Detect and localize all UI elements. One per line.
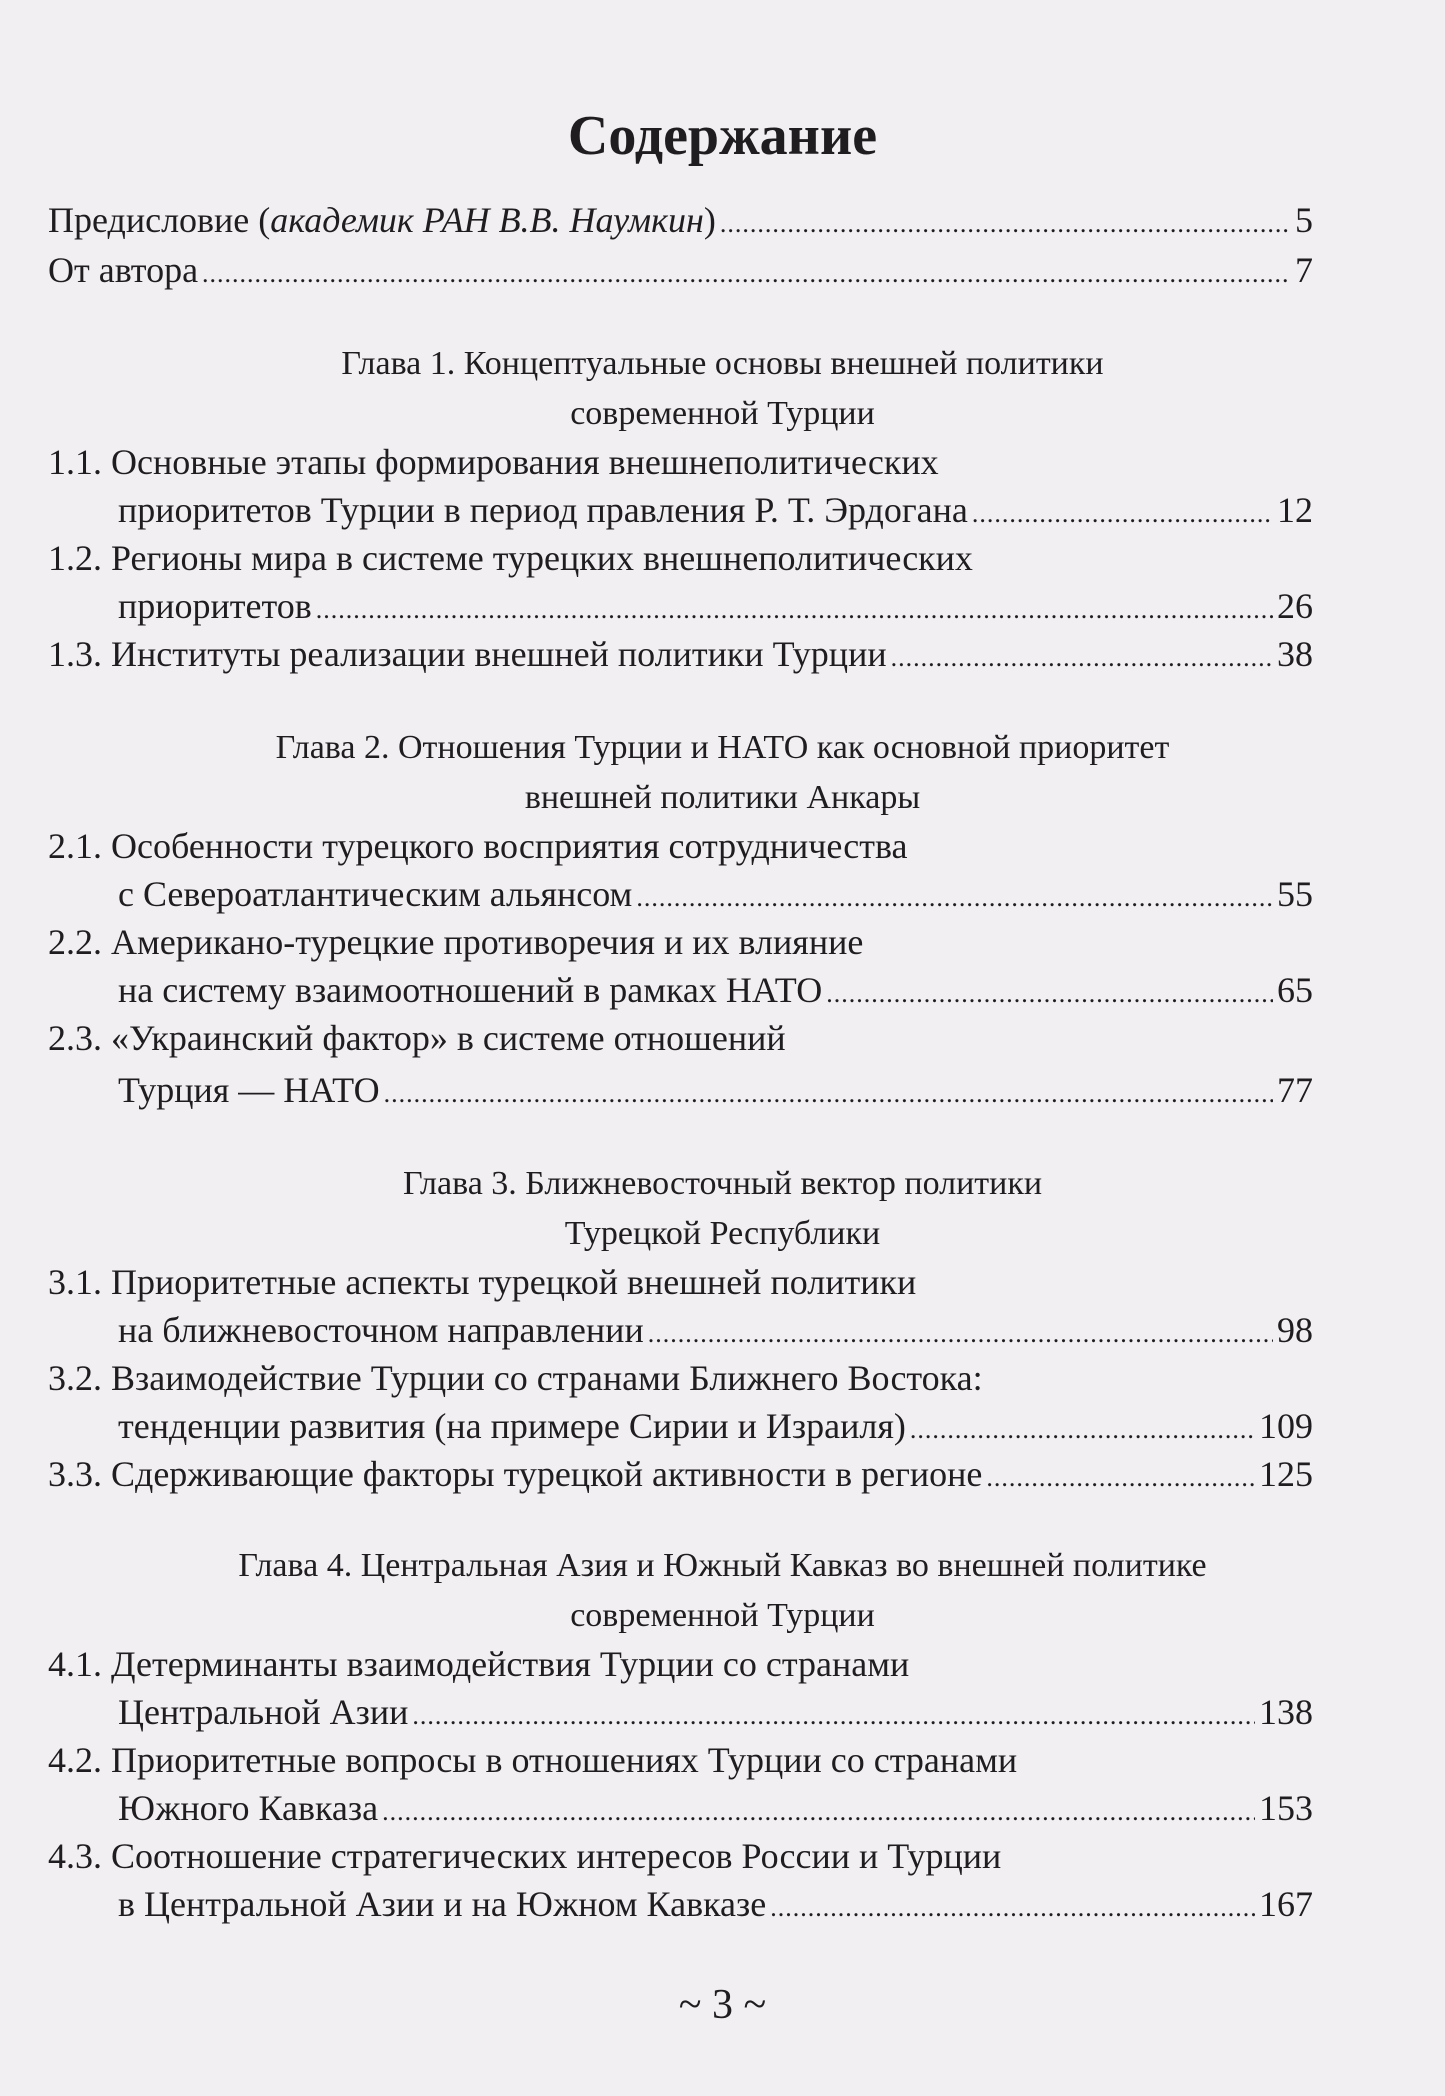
leader-dots	[316, 586, 1273, 634]
toc-entry-label: Предисловие (	[48, 200, 271, 240]
toc-section[interactable]	[118, 1066, 1313, 1118]
toc-entry-label: От автора	[48, 250, 199, 290]
page-number: 138	[1259, 1692, 1313, 1732]
toc-entry-from-author[interactable]	[48, 246, 1313, 298]
leader-dots	[770, 1884, 1255, 1932]
toc-section-label: Центральной Азии	[118, 1692, 409, 1732]
leader-dots	[636, 874, 1273, 922]
toc-entry-preface[interactable]: Предисловие (академик РАН В.В. Наумкин) ..... 5	[48, 196, 1313, 248]
leader-dots	[412, 1692, 1255, 1740]
toc-section-line[interactable]: 3.1. Приоритетные аспекты турецкой внешней политики	[48, 1262, 917, 1302]
toc-section[interactable]	[48, 630, 1313, 682]
page-number: 167	[1259, 1884, 1313, 1924]
toc-section-label: 1.3. Институты реализации внешней политики Турции	[48, 634, 887, 674]
page-number: 65	[1277, 970, 1313, 1010]
toc-section[interactable]	[118, 486, 1313, 538]
toc-section-line[interactable]: 4.2. Приоритетные вопросы в отношениях Турции со странами	[48, 1740, 1018, 1780]
toc-section[interactable]	[118, 1688, 1313, 1740]
toc-section-label: на ближневосточном направлении	[118, 1310, 644, 1350]
leader-dots	[972, 490, 1273, 538]
chapter-title: современной Турции	[570, 1597, 875, 1634]
leader-dots	[826, 970, 1273, 1018]
toc-section-line[interactable]: 2.1. Особенности турецкого восприятия сотрудничества	[48, 826, 908, 866]
toc-section-label: приоритетов	[118, 586, 312, 626]
chapter-title: внешней политики Анкары	[524, 779, 921, 816]
page-number: 26	[1277, 586, 1313, 626]
page-number: 38	[1277, 634, 1313, 674]
toc-section-label: Турция — НАТО	[118, 1070, 380, 1110]
page-number: 55	[1277, 874, 1313, 914]
leader-dots	[910, 1406, 1255, 1454]
page-title: Содержание	[567, 105, 878, 167]
page-number: 7	[1295, 250, 1313, 290]
toc-section[interactable]	[118, 1306, 1313, 1358]
toc-section[interactable]	[118, 870, 1313, 922]
toc-section[interactable]	[118, 966, 1313, 1018]
toc-section[interactable]	[48, 1450, 1313, 1502]
toc-section-line[interactable]: 3.2. Взаимодействие Турции со странами Ближнего Востока:	[48, 1358, 983, 1398]
leader-dots	[720, 200, 1291, 248]
chapter-title: Глава 3. Ближневосточный вектор политики	[402, 1165, 1043, 1202]
chapter-title: Глава 2. Отношения Турции и НАТО как основной приоритет	[275, 729, 1170, 766]
toc-section-line[interactable]: 2.2. Американо-турецкие противоречия и их влияние	[48, 922, 864, 962]
toc-section-label: в Центральной Азии и на Южном Кавказе	[118, 1884, 767, 1924]
toc-section-line[interactable]: 1.2. Регионы мира в системе турецких внешнеполитических	[48, 538, 973, 578]
toc-section-line[interactable]: 4.3. Соотношение стратегических интересов России и Турции	[48, 1836, 1002, 1876]
page-number: 125	[1259, 1454, 1313, 1494]
toc-section[interactable]	[118, 1880, 1313, 1932]
toc-section[interactable]	[118, 1402, 1313, 1454]
page-number: 98	[1277, 1310, 1313, 1350]
page-number: 12	[1277, 490, 1313, 530]
chapter-title: Глава 4. Центральная Азия и Южный Кавказ во внешней политике	[238, 1547, 1207, 1584]
toc-section-label: на систему взаимоотношений в рамках НАТО	[118, 970, 823, 1010]
page-number: 5	[1295, 200, 1313, 240]
toc-section-label: приоритетов Турции в период правления Р. Т. Эрдогана	[118, 490, 968, 530]
leader-dots	[986, 1454, 1255, 1502]
chapter-title: современной Турции	[570, 395, 875, 432]
chapter-title: Глава 1. Концептуальные основы внешней политики	[341, 345, 1104, 382]
toc-section[interactable]	[118, 582, 1313, 634]
chapter-title: Турецкой Республики	[564, 1215, 881, 1252]
toc-section[interactable]	[118, 1784, 1313, 1836]
toc-section-label: тенденции развития (на примере Сирии и Израиля)	[118, 1406, 906, 1446]
toc-section-line[interactable]: 1.1. Основные этапы формирования внешнеполитических	[48, 442, 939, 482]
toc-section-line[interactable]: 2.3. «Украинский фактор» в системе отношений	[48, 1018, 786, 1058]
leader-dots	[648, 1310, 1273, 1358]
toc-section-line[interactable]: 4.1. Детерминанты взаимодействия Турции со странами	[48, 1644, 910, 1684]
toc-section-label: с Североатлантическим альянсом	[118, 874, 633, 914]
toc-section-label: 3.3. Сдерживающие факторы турецкой активности в регионе	[48, 1454, 983, 1494]
page-number: 109	[1259, 1406, 1313, 1446]
page-number: 77	[1277, 1070, 1313, 1110]
leader-dots	[384, 1070, 1273, 1118]
leader-dots	[891, 634, 1273, 682]
page-number: 153	[1259, 1788, 1313, 1828]
leader-dots	[202, 250, 1291, 298]
leader-dots	[382, 1788, 1255, 1836]
folio-page-number: ~ 3 ~	[678, 1982, 767, 2028]
toc-entry-author: академик РАН В.В. Наумкин	[270, 200, 704, 240]
toc-section-label: Южного Кавказа	[118, 1788, 379, 1828]
